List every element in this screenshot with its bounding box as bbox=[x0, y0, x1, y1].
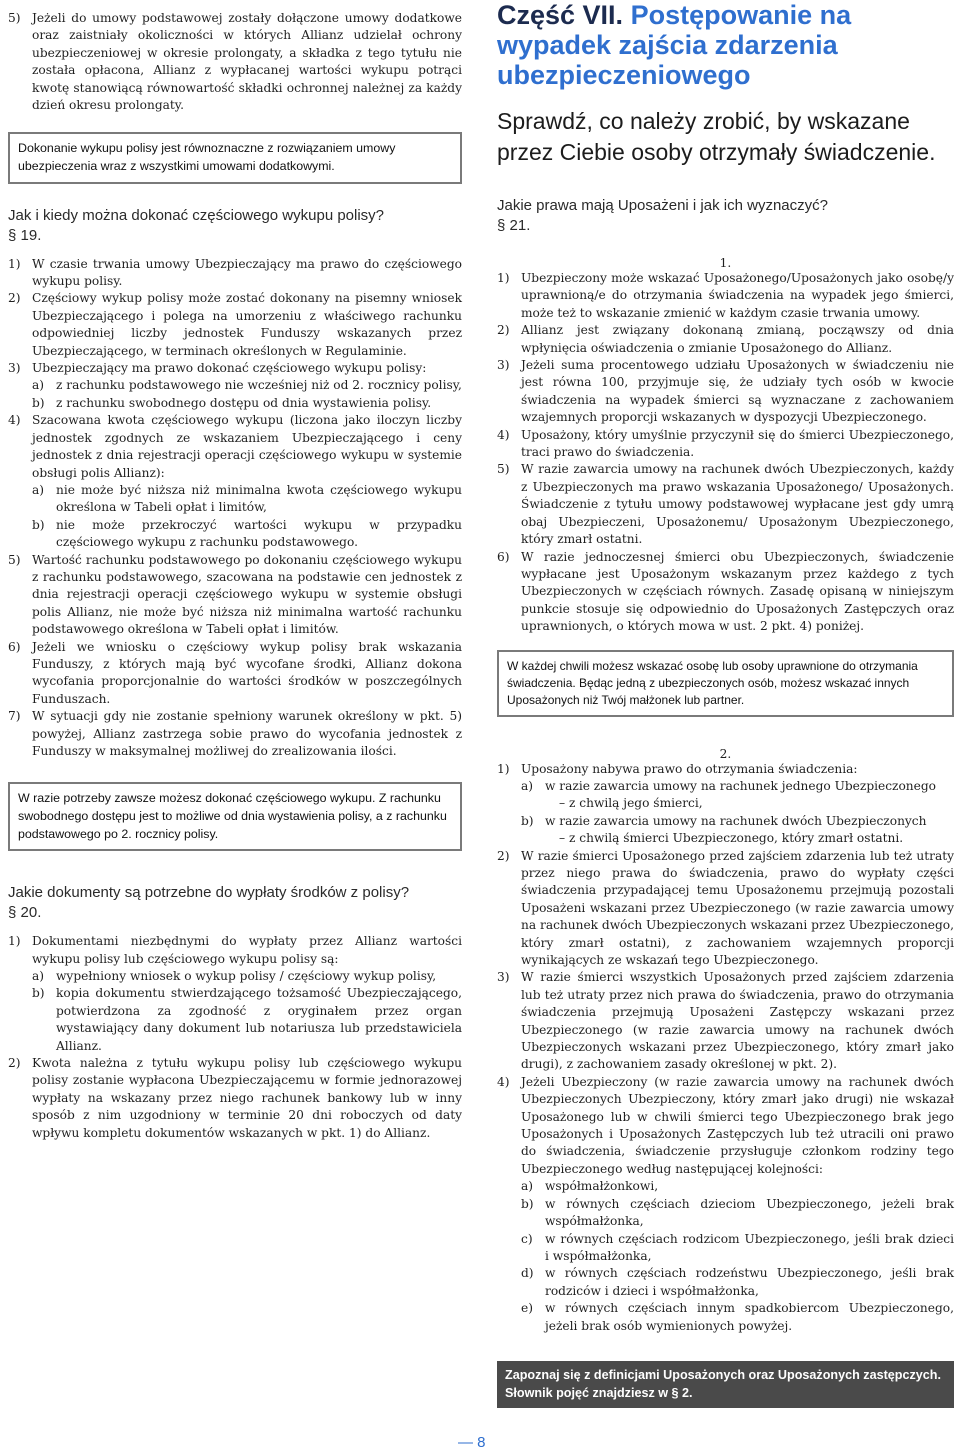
sub-item-letter: a) bbox=[521, 1179, 534, 1194]
section-1-list bbox=[497, 270, 954, 636]
list-item bbox=[8, 708, 462, 760]
sub-item bbox=[521, 1231, 954, 1266]
paragraph-number-21: § 21. bbox=[497, 217, 531, 234]
sub-item bbox=[32, 377, 462, 394]
item-text: W razie zawarcia umowy na rachunek dwóch Ubezpieczonych, każdy z Ubezpieczonych ma prawo wskazania Uposażonego/ Uposażonych. Świadczenie z tytułu umowy podstawowej wypłacane jest gdy umrą obaj Ubezpieczeni, Uposażonemu/ Uposażonym Ubezpieczonego, który zmarł ostatni. bbox=[521, 462, 954, 547]
paragraph-number-20: § 20. bbox=[8, 904, 42, 922]
item-text: W razie śmierci Uposażonego przed zajściem zdarzenia lub też utraty przez niego prawa do świadczenia, prawo do wypłaty części świadczenia przypadającej temu Uposażonemu przejmują pozostali Uposażeni wskazani przez Ubezpieczonego (w razie zawarcia umowy na rachunek dwóch Ubezpieczonych wskazani przez Ubezpieczonego, który zmarł ostatni), z zachowaniem wzajemnych proporcji wynikających ze wskazań tego Ubezpieczonego. bbox=[521, 848, 955, 967]
sub-item bbox=[32, 968, 462, 985]
info-box-czesciowy-wykup: W razie potrzeby zawsze możesz dokonać częściowego wykupu. Z rachunku swobodnego dostępu jest to możliwe od dnia wystawienia polisy, a z rachunku podstawowego po 2. rocznicy polisy. bbox=[8, 782, 462, 851]
list-item bbox=[8, 639, 462, 709]
item-text: Dokumentami niezbędnymi do wypłaty przez Allianz wartości wykupu polisy lub częściowego wykupu polisy są: bbox=[32, 934, 462, 966]
item-number: 4) bbox=[8, 413, 21, 428]
list-item bbox=[497, 461, 954, 548]
sub-item bbox=[521, 1178, 954, 1195]
item-text: Ubezpieczający ma prawo dokonać częściowego wykupu polisy: bbox=[32, 361, 427, 376]
item-number: 1) bbox=[497, 761, 510, 776]
item-text: Jeżeli Ubezpieczony (w razie zawarcia umowy na rachunek dwóch Ubezpieczonych Ubezpieczony, który zmarł jako drugi) nie wskazał Uposażonego lub w chwili śmierci tego Ubezpieczonego brak jego Uposażonych i Uposażonych Zastępczych lub też utracili oni prawo do świadczenia, świadczenie przysługuje członkom rodziny tego Ubezpieczonego według następującej kolejności: bbox=[521, 1074, 954, 1176]
sub-item-text: kopia dokumentu stwierdzającego tożsamość Ubezpieczającego, potwierdzona za zgodność z oryginałem przez organ wystawiający dany dokument lub notariusza lub przedstawiciela Allianz. bbox=[56, 986, 462, 1053]
item-text: Jeżeli suma procentowego udziału Uposażonych w świadczeniu nie jest równa 100, przyjmuje się, że udziały tych osób w kwocie świadczenia na wypadek śmierci są wyznaczane z zachowaniem wzajemnych proporcji wskazanych w dyspozycji Ubezpieczonego. bbox=[521, 358, 954, 425]
list-item bbox=[8, 256, 462, 291]
section-2-list bbox=[497, 761, 954, 1335]
section-19-list bbox=[8, 256, 462, 761]
item-number: 6) bbox=[497, 549, 510, 564]
item-text: Kwota należna z tytułu wykupu polisy lub częściowego wykupu polisy zostanie wypłacona Ubezpieczającemu w formie jednorazowej wypłaty na wskazany przez niego rachunek bankowy lub w inny sposób z nim uzgodniony w terminie 20 dni roboczych od daty wpływu kompletu dokumentów wskazanych w pkt. 1) do Allianz. bbox=[32, 1056, 462, 1140]
sub-item-letter: b) bbox=[521, 813, 534, 828]
sub-item-letter: b) bbox=[521, 1196, 534, 1211]
item-text: W czasie trwania umowy Ubezpieczający ma prawo do częściowego wykupu polisy. bbox=[32, 256, 462, 289]
item-text: Wartość rachunku podstawowego po dokonaniu częściowego wykupu z rachunku podstawowego, szacowana na podstawie cen jednostek z dnia rejestracji operacji częściowego wykupu w systemie obsługi polis Allianz, nie może być niższa niż minimalna wartość rachunku podstawowego określona w Tabeli opłat i limitów. bbox=[32, 552, 462, 637]
item-text: W razie śmierci wszystkich Uposażonych przed zajściem zdarzenia lub też utraty przez nich prawa do świadczenia, prawo do otrzymania świadczenia przejmują Uposażeni Zastępczy wskazani przez Ubezpieczonego (w razie zawarcia umowy na rachunek dwóch Ubezpieczonych wskazani przez Ubezpieczonego, który zmarł jako drugi), z zachowaniem zasady określonej w pkt. 2). bbox=[521, 970, 954, 1072]
item-number: 2) bbox=[8, 1056, 21, 1071]
sub-item-letter: b) bbox=[32, 517, 45, 532]
sub-item-text: z rachunku podstawowego nie wcześniej niż od 2. rocznicy polisy, bbox=[56, 378, 462, 393]
item-number: 2) bbox=[8, 291, 21, 306]
item-number: 6) bbox=[8, 639, 21, 654]
right-column bbox=[497, 0, 954, 1408]
list-item bbox=[497, 357, 954, 427]
sub-item-text: w równych częściach innym spadkobiercom Ubezpieczonego, jeżeli brak osób wymienionych powyżej. bbox=[545, 1301, 954, 1333]
sub-item-letter: e) bbox=[521, 1301, 533, 1316]
sub-item-text: współmałżonkowi, bbox=[545, 1179, 659, 1194]
list-item bbox=[497, 1074, 954, 1178]
sub-item bbox=[521, 778, 954, 795]
item-number: 1) bbox=[8, 256, 21, 271]
item-number: 1) bbox=[8, 934, 21, 949]
sub-item-text: w razie zawarcia umowy na rachunek jednego Ubezpieczonego bbox=[545, 778, 937, 793]
item-text: Jeżeli do umowy podstawowej zostały dołączone umowy dodatkowe oraz zaistniały okoliczności w których Allianz udzielał ochrony ubezpieczeniowej w okresie prolongaty, a składka z tego tytułu nie została opłacona, Allianz z wypłacanej wartości wykupu potrąci kwotę stanowiącą równowartość składki ochronnej należnej za każdy dzień okresu prolongaty. bbox=[32, 11, 462, 113]
list-item bbox=[497, 270, 954, 322]
list-item bbox=[8, 290, 462, 360]
list-item bbox=[497, 848, 954, 970]
sub-item-text: w równych częściach rodzeństwu Ubezpieczonego, jeśli brak rodziców i dzieci i współmałżonka, bbox=[545, 1266, 954, 1298]
item-text: W sytuacji gdy nie zostanie spełniony warunek określony w pkt. 5) powyżej, Allianz zastrzega sobie prawo do wycofania jednostek z Funduszy w maksymalnej możliwej do zrealizowania ilości. bbox=[32, 709, 462, 758]
question-heading-uposazeni: Jakie prawa mają Uposażeni i jak ich wyznaczyć? bbox=[497, 197, 828, 214]
list-item bbox=[497, 969, 954, 1073]
sub-item bbox=[32, 482, 462, 517]
sub-item-continuation: – z chwilą śmierci Ubezpieczonego, który zmarł ostatni. bbox=[559, 831, 904, 846]
page-number: — 8 bbox=[458, 1434, 486, 1451]
item-number: 3) bbox=[497, 970, 510, 985]
part-heading bbox=[497, 0, 954, 90]
sub-item-continuation: – z chwilą jego śmierci, bbox=[559, 796, 703, 811]
list-item bbox=[8, 933, 462, 968]
sub-item-text: nie może być niższa niż minimalna kwota częściowego wykupu określona w Tabeli opłat i limitów, bbox=[56, 482, 462, 515]
list-item bbox=[8, 552, 462, 639]
part-label: Część VII. bbox=[497, 0, 624, 30]
sub-item-text: w równych częściach dzieciom Ubezpieczonego, jeżeli brak współmałżonka, bbox=[545, 1196, 954, 1229]
item-text: W razie jednoczesnej śmierci obu Ubezpieczonych, świadczenie wypłacane jest Uposażonym wskazanym przez każdego z tych Ubezpieczonych w częściach równych. Zasadę opisaną w niniejszym punkcie stosuje się odpowiednio do Uposażonych Zastępczych oraz uprawnionych, o których mowa w ust. 2 pkt. 4) poniżej. bbox=[521, 549, 954, 634]
list-item bbox=[8, 360, 462, 377]
item-number: 1) bbox=[497, 271, 510, 285]
item-text: Uposażony, który umyślnie przyczynił się do śmierci Ubezpieczonego, traci prawo do świadczenia. bbox=[521, 427, 954, 460]
question-heading: Jak i kiedy można dokonać częściowego wykupu polisy? bbox=[8, 206, 385, 224]
list-item bbox=[497, 427, 954, 462]
sub-item-letter: d) bbox=[521, 1266, 534, 1281]
section-number-2: 2. bbox=[719, 746, 732, 761]
sub-item bbox=[521, 1300, 954, 1335]
sub-item-letter: a) bbox=[32, 482, 45, 497]
list-item bbox=[8, 1055, 462, 1142]
paragraph-number: § 19. bbox=[8, 226, 42, 244]
item-number: 3) bbox=[8, 361, 21, 376]
sub-item-text: wypełniony wniosek o wykup polisy / częściowy wykup polisy, bbox=[56, 969, 437, 983]
item-number: 5) bbox=[8, 11, 21, 25]
sub-item-letter: b) bbox=[32, 395, 45, 410]
info-box-wykup: Dokonanie wykupu polisy jest równoznaczne z rozwiązaniem umowy ubezpieczenia wraz z wszystkimi umowami dodatkowymi. bbox=[8, 132, 462, 183]
sub-item bbox=[521, 1265, 954, 1300]
sub-item bbox=[32, 985, 462, 1055]
item-text: Częściowy wykup polisy może zostać dokonany na pisemny wniosek Ubezpieczającego i polega na umorzeniu z właściwego rachunku odpowiedniej liczby jednostek Funduszy wskazanych przez Ubezpieczającego, w terminach określonych w Regulaminie. bbox=[32, 291, 462, 358]
page-number-value: 8 bbox=[477, 1434, 486, 1451]
item-number: 3) bbox=[497, 358, 510, 373]
sub-item bbox=[521, 1196, 954, 1231]
sub-item bbox=[32, 517, 462, 552]
item-number: 4) bbox=[497, 427, 510, 442]
intro-item bbox=[8, 10, 462, 114]
item-text: Uposażony nabywa prawo do otrzymania świadczenia: bbox=[521, 761, 858, 776]
sub-item-text: w równych częściach rodzicom Ubezpieczonego, jeśli brak dzieci i współmałżonka, bbox=[545, 1231, 954, 1263]
list-item bbox=[497, 549, 954, 636]
sub-item-text: z rachunku swobodnego dostępu od dnia wystawienia polisy. bbox=[56, 395, 432, 410]
item-text: Szacowana kwota częściowego wykupu (liczona jako iloczyn liczby jednostek zgodnych ze wskazaniem Ubezpieczającego i ceny jednostek z dnia rejestracji operacji częściowego wykupu w systemie obsługi polis Allianz): bbox=[32, 413, 462, 480]
item-number: 7) bbox=[8, 709, 21, 724]
sub-item-letter: c) bbox=[521, 1231, 533, 1246]
section-20-list bbox=[8, 933, 462, 1142]
sub-item-text: nie może przekroczyć wartości wykupu w przypadku częściowego wykupu z rachunku podstawowego. bbox=[56, 517, 462, 550]
sub-item-letter: a) bbox=[32, 378, 45, 393]
sub-item-letter: a) bbox=[32, 969, 45, 983]
item-number: 2) bbox=[497, 848, 510, 863]
list-item bbox=[497, 761, 954, 778]
part-title: Postępowanie na wypadek zajścia zdarzenia ubezpieczeniowego bbox=[497, 0, 852, 90]
list-item bbox=[8, 412, 462, 482]
info-box-uposazeni: W każdej chwili możesz wskazać osobę lub osoby uprawnione do otrzymania świadczenia. Będąc jedną z ubezpieczonych osób, możesz wskazać innych Uposażonych niż Twój małżonek lub partner. bbox=[497, 650, 954, 717]
item-number: 5) bbox=[8, 552, 21, 567]
sub-item bbox=[32, 395, 462, 412]
item-number: 4) bbox=[497, 1074, 510, 1089]
item-text: Allianz jest związany dokonaną zmianą, począwszy od dnia wpłynięcia oświadczenia o zmianie Uposażonego do Allianz. bbox=[521, 323, 954, 355]
left-column bbox=[8, 0, 462, 1142]
sub-item-letter: a) bbox=[521, 778, 534, 793]
section-number-1: 1. bbox=[719, 256, 732, 270]
item-text: Jeżeli we wniosku o częściowy wykup polisy brak wskazania Funduszy, z których mają być wycofane środki, Allianz dokona wycofania proporcjonalnie do wartości środków w poszczególnych Funduszach. bbox=[32, 639, 462, 706]
question-heading-documents: Jakie dokumenty są potrzebne do wypłaty środków z polisy? bbox=[8, 884, 410, 902]
part-subtitle: Sprawdź, co należy zrobić, by wskazane przez Ciebie osoby otrzymały świadczenie. bbox=[497, 108, 936, 165]
item-text: Ubezpieczony może wskazać Uposażonego/Uposażonych jako osobę/y uprawnioną/e do otrzymania świadczenia na wypadek jego śmierci, może też to wskazanie zmienić w każdym czasie trwania umowy. bbox=[521, 271, 954, 320]
list-item bbox=[497, 322, 954, 357]
sub-item-letter: b) bbox=[32, 986, 45, 1001]
item-number: 2) bbox=[497, 323, 510, 338]
dictionary-note-box: Zapoznaj się z definicjami Uposażonych oraz Uposażonych zastępczych. Słownik pojęć znajdziesz w § 2. bbox=[497, 1361, 954, 1408]
sub-item-text: w razie zawarcia umowy na rachunek dwóch Ubezpieczonych bbox=[545, 813, 927, 828]
sub-item bbox=[521, 813, 954, 830]
item-number: 5) bbox=[497, 462, 510, 477]
